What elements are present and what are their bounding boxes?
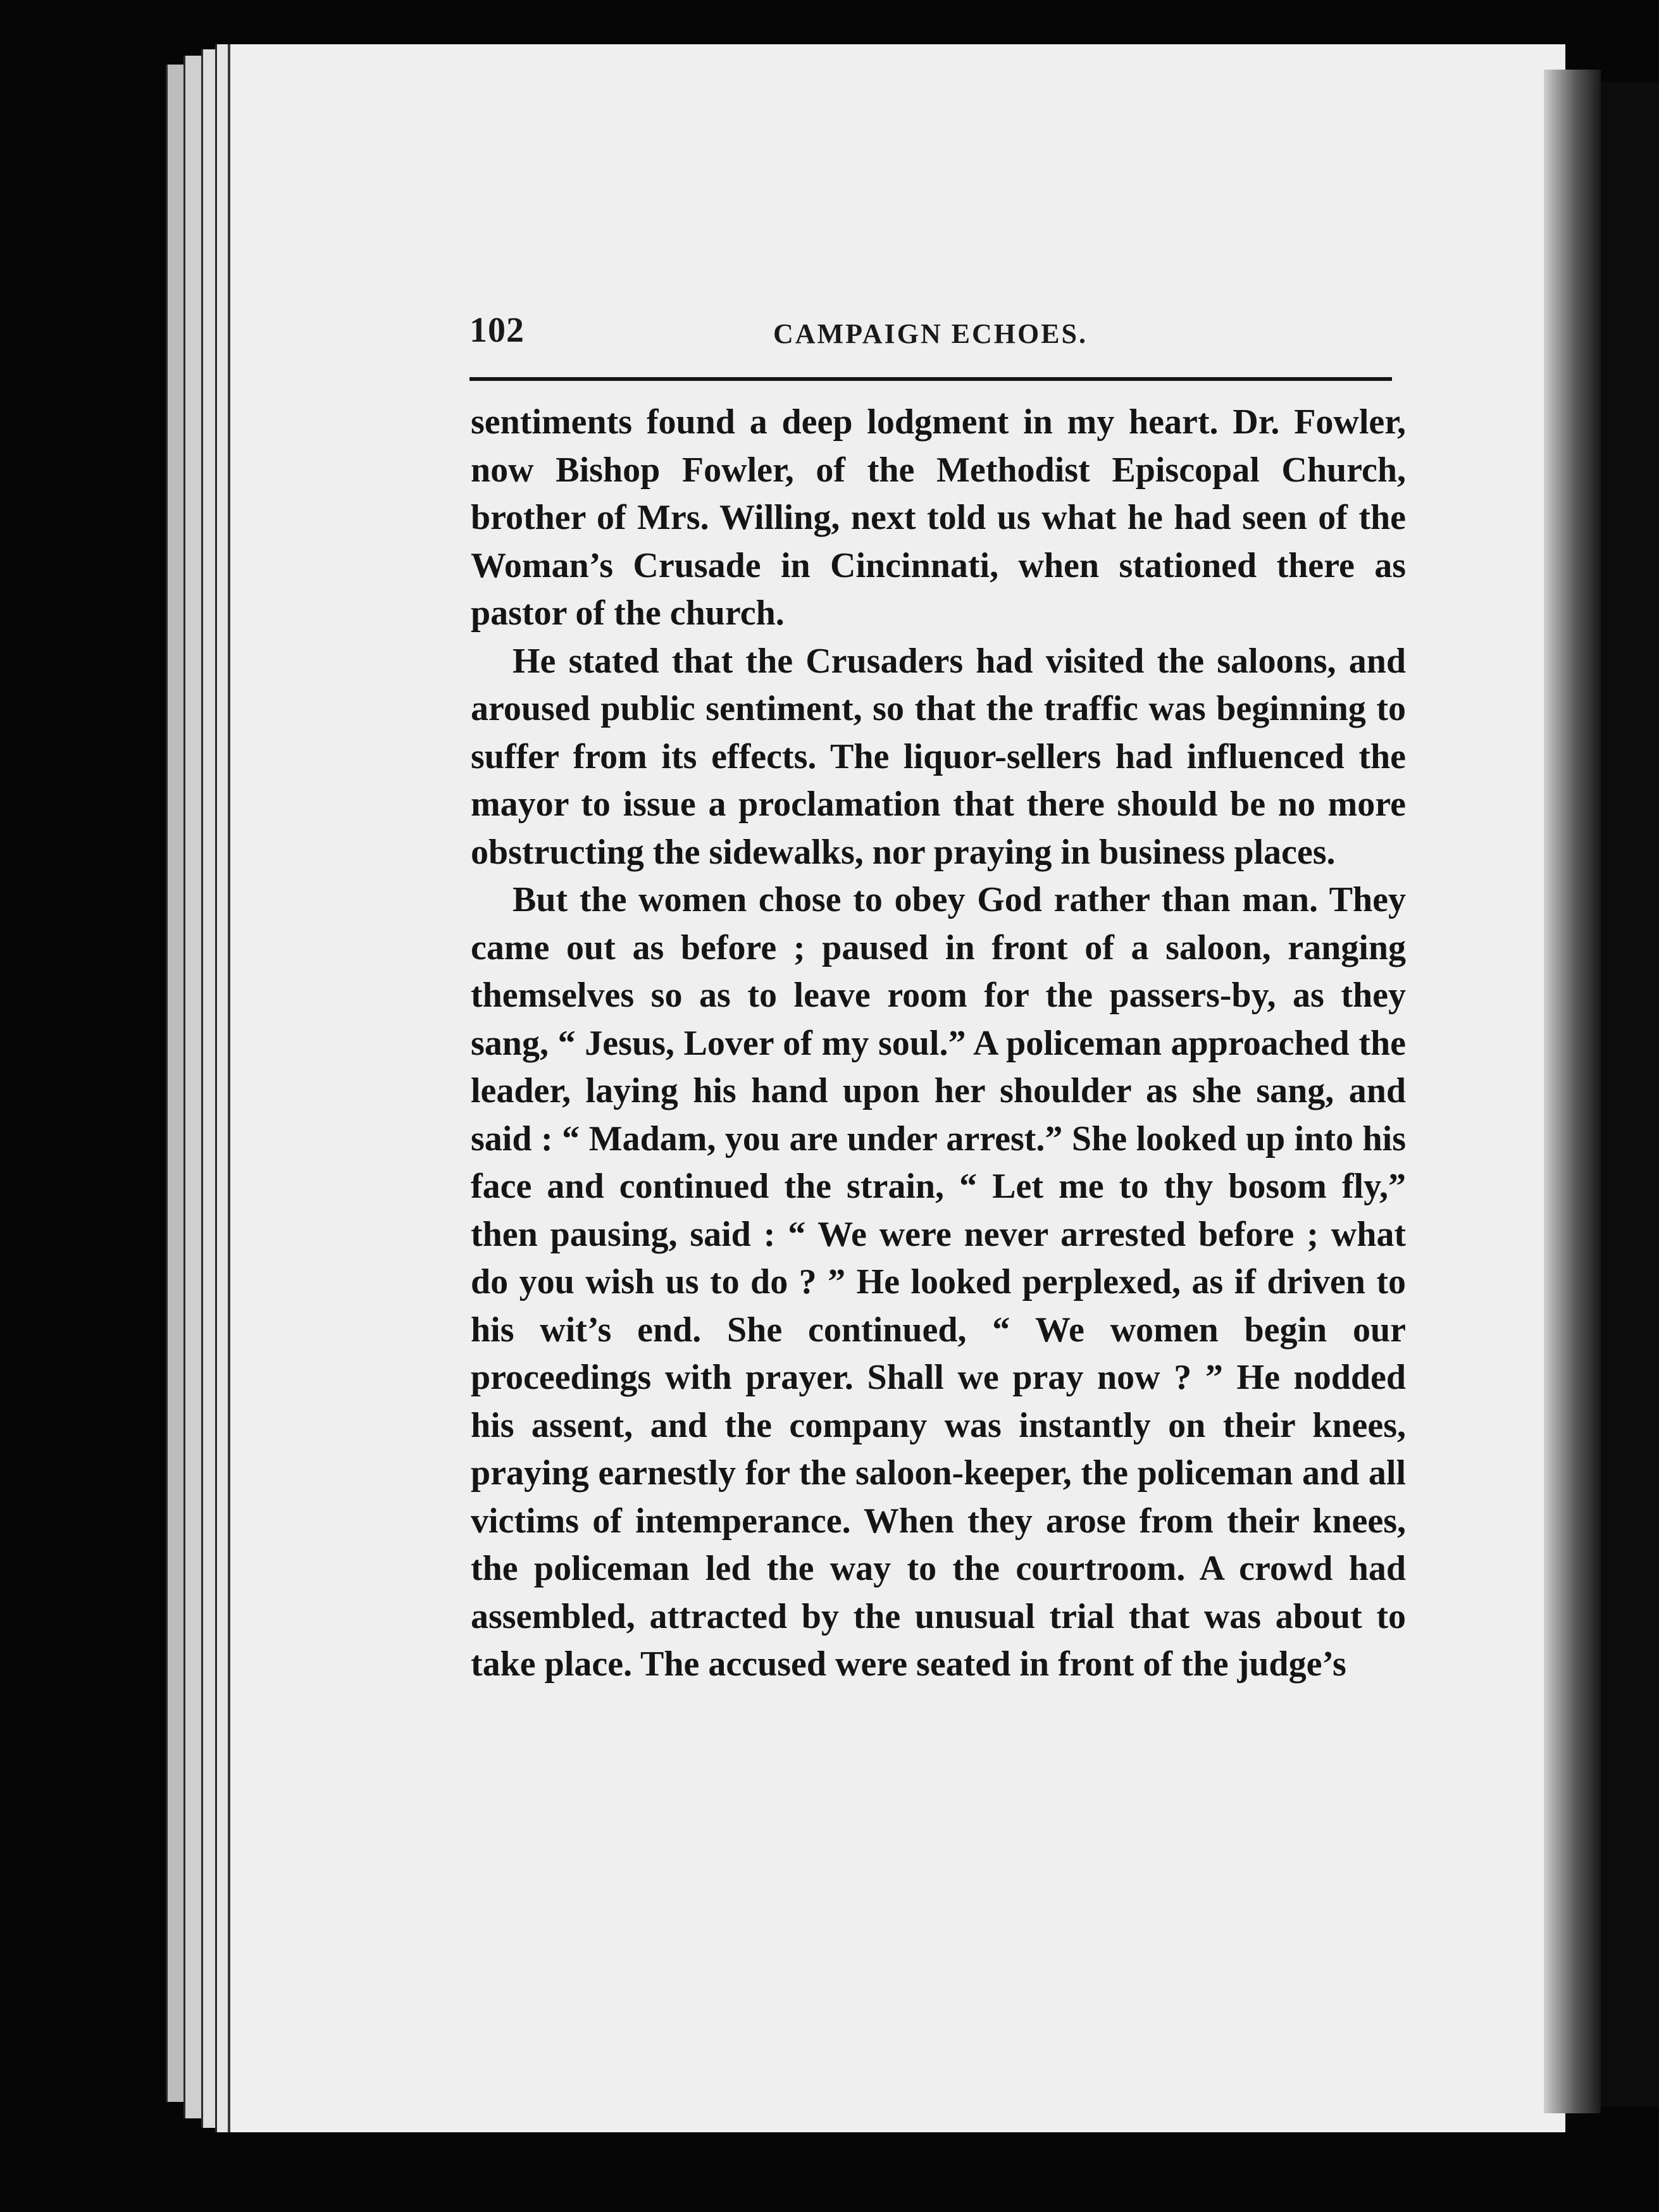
page-header	[469, 304, 1392, 354]
paragraph: sentiments found a deep lodgment in my heart. Dr. Fowler, now Bishop Fowler, of the Methodist Episcopal Church, brother of Mrs. Willing, next told us what he had seen of the Woman’s Crusade in Cincinnati, when stationed there as pastor of the church.	[471, 402, 1406, 633]
paragraph: He stated that the Crusaders had visited the saloons, and aroused public sentiment, so that the traffic was beginning to suffer from its effects. The liquor-sellers had influenced the mayor to issue a proclamation that there should be no more obstructing the sidewalks, nor praying in business places.	[471, 641, 1406, 872]
header-rule	[469, 377, 1392, 381]
running-head: CAMPAIGN ECHOES.	[773, 318, 1088, 349]
paragraph: But the women chose to obey God rather than man. They came out as before ; paused in front of a saloon, ranging themselves so as to leave room for the passers-by, as they sang, “ Jesus, Lover of my soul.” A policeman approached the leader, laying his hand upon her shoulder as she sang, and said : “ Madam, you are under arrest.” She looked up into his face and continued the strain, “ Let me to thy bosom fly,” then pausing, said : “ We were never arrested before ; what do you wish us to do ? ” He looked perplexed, as if driven to his wit’s end. She continued, “ We women begin our proceedings with prayer. Shall we pray now ? ” He nodded his assent, and the company was instantly on their knees, praying earnestly for the saloon-keeper, the policeman and all victims of intemperance. When they arose from their knees, the policeman led the way to the courtroom. A crowd had assembled, attracted by the unusual trial that was about to take place. The accused were seated in front of the judge’s	[471, 880, 1406, 1684]
page-number: 102	[469, 311, 525, 350]
gutter-shadow	[1544, 70, 1601, 2113]
facing-page-edge	[1601, 82, 1659, 2107]
body-text	[471, 399, 1406, 1689]
